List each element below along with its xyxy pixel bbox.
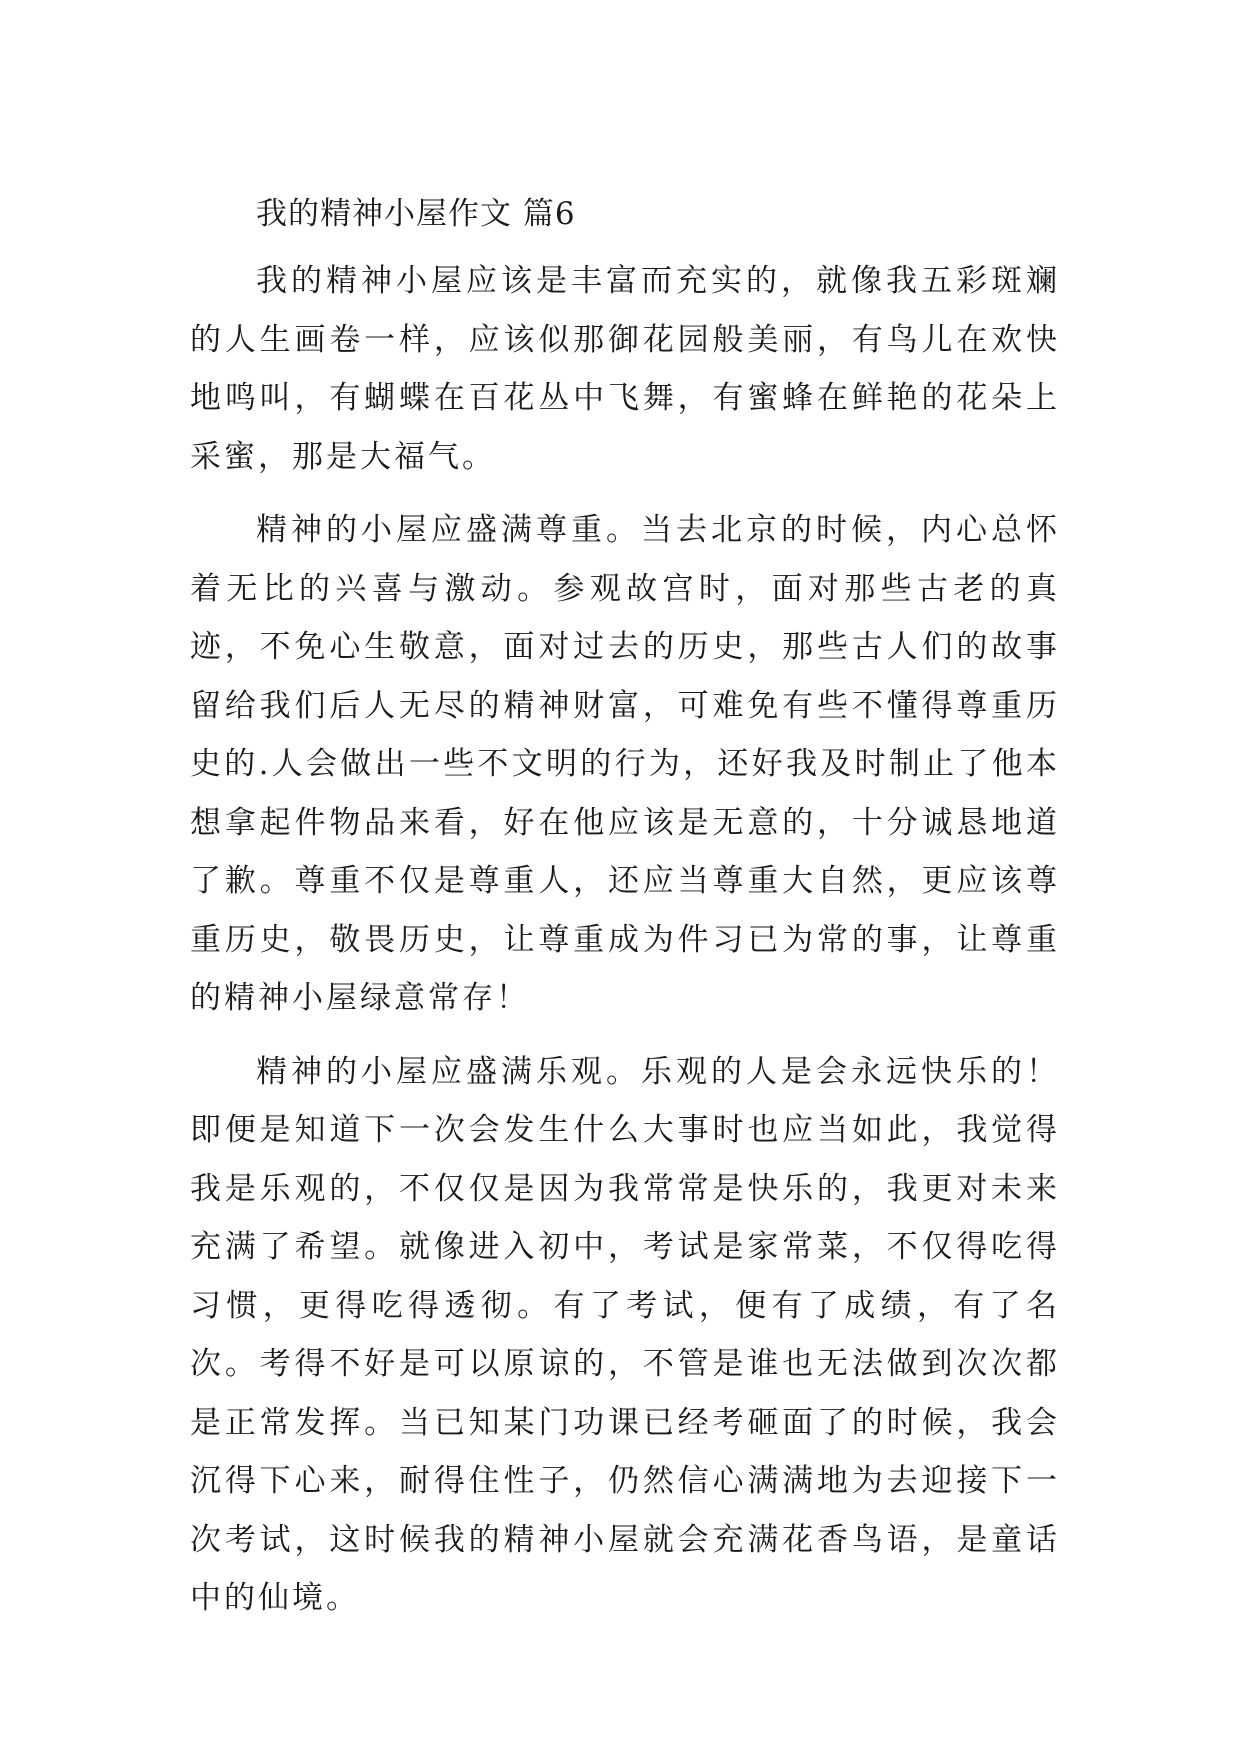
paragraph-optimism: 精神的小屋应盛满乐观。乐观的人是会永远快乐的！即便是知道下一次会发生什么大事时也应当如此，我觉得我是乐观的，不仅仅是因为我常常是快乐的，我更对未来充满了希望。就像进入初中，考试是家常菜，不仅得吃得习惯，更得吃得透彻。有了考试，便有了成绩，有了名次。考得不好是可以原谅的，不管是谁也无法做到次次都是正常发挥。当已知某门功课已经考砸面了的时候，我会沉得下心来，耐得住性子，仍然信心满满地为去迎接下一次考试，这时候我的精神小屋就会充满花香鸟语，是童话中的仙境。 xyxy=(190,1053,1060,1616)
essay-title: 我的精神小屋作文 篇6 xyxy=(256,196,576,232)
paragraph-intro: 我的精神小屋应该是丰富而充实的，就像我五彩斑斓的人生画卷一样，应该似那御花园般美丽，有鸟儿在欢快地鸣叫，有蝴蝶在百花丛中飞舞，有蜜蜂在鲜艳的花朵上采蜜，那是大福气。 xyxy=(190,263,1060,475)
paragraph-respect: 精神的小屋应盛满尊重。当去北京的时候，内心总怀着无比的兴喜与激动。参观故宫时，面对那些古老的真迹，不免心生敬意，面对过去的历史，那些古人们的故事留给我们后人无尽的精神财富，可难免有些不懂得尊重历史的.人会做出一些不文明的行为，还好我及时制止了他本想拿起件物品来看，好在他应该是无意的，十分诚恳地道了歉。尊重不仅是尊重人，还应当尊重大自然，更应该尊重历史，敬畏历史，让尊重成为件习已为常的事，让尊重的精神小屋绿意常存！ xyxy=(190,512,1060,1016)
essay-body xyxy=(190,190,1060,1643)
